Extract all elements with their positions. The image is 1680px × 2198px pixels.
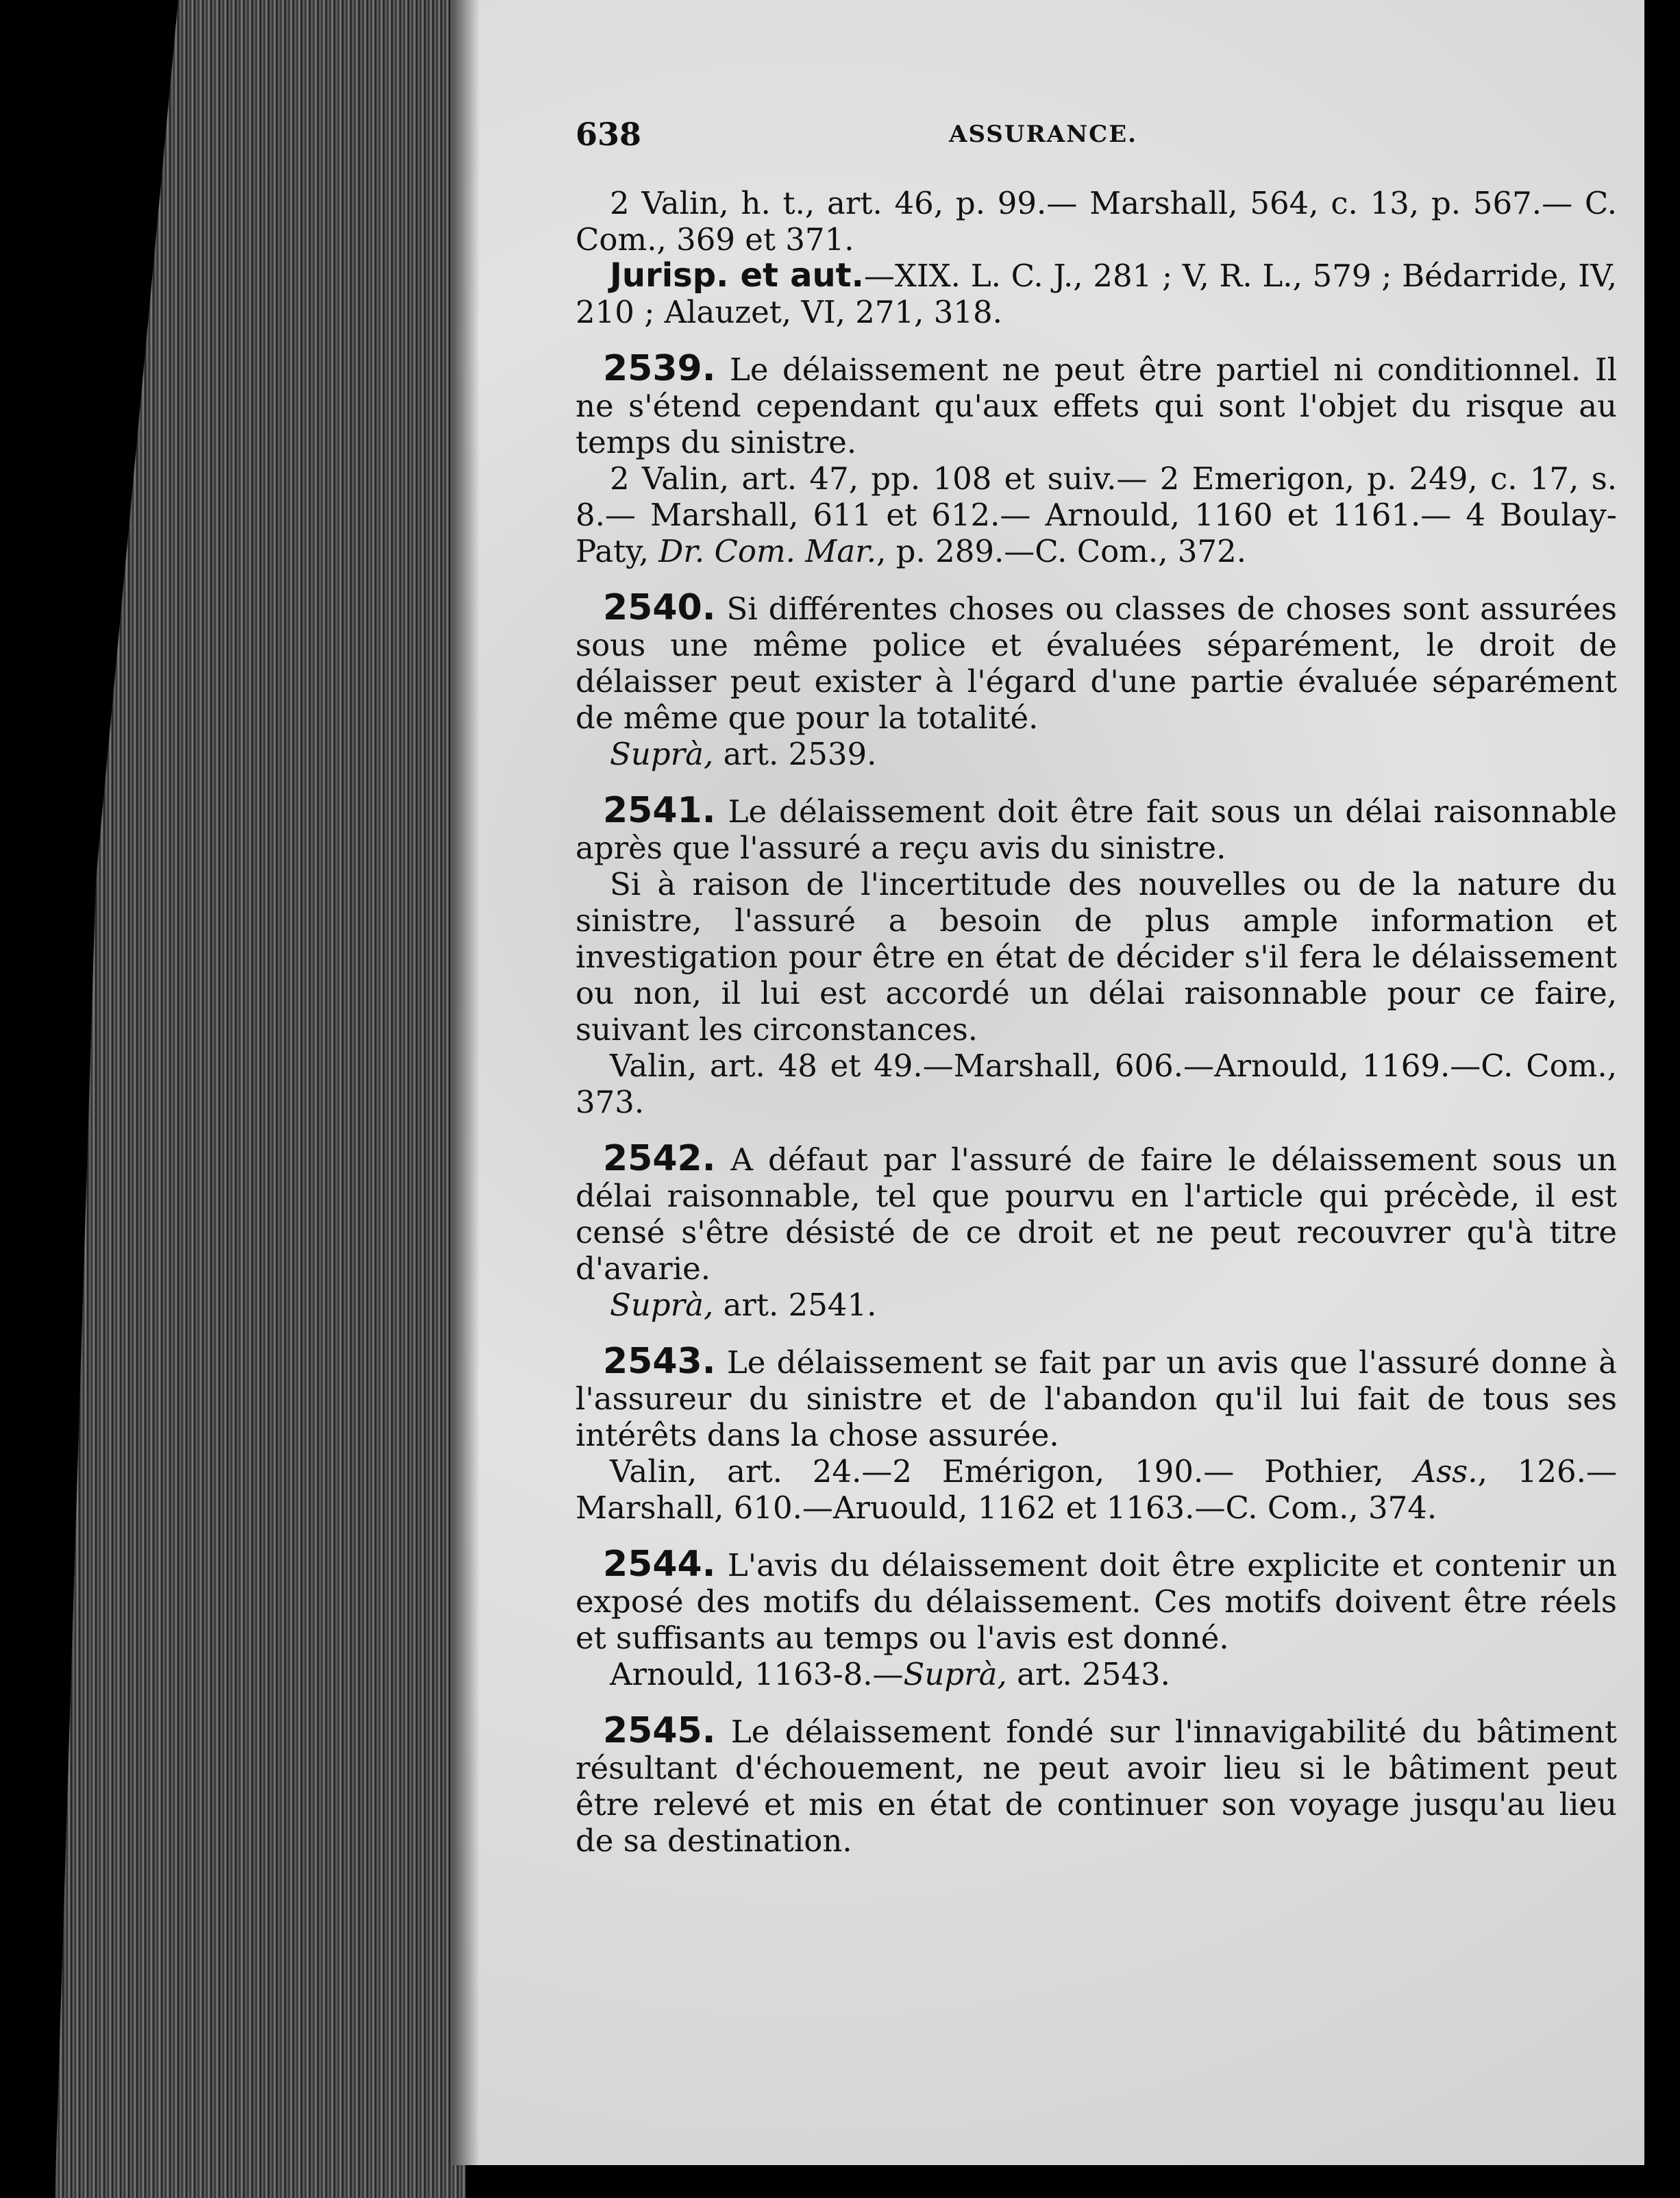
article-reference: 2 Valin, art. 47, pp. 108 et suiv.— 2 Emerigon, p. 249, c. 17, s. 8.— Marshall, 611 et 612.— Arnould, 1160 et 1161.— 4 Boulay-Paty, Dr. Com. Mar., p. 289.—C. Com., 372. [576, 460, 1617, 569]
article-text: Le délaissement doit être fait sous un délai raisonnable après que l'assuré a reçu avis du sinistre. [576, 793, 1617, 866]
article-number: 2540. [603, 587, 716, 628]
running-title: ASSURANCE. [949, 121, 1137, 148]
page-number: 638 [576, 116, 642, 153]
article-text: A défaut par l'assuré de faire le délaissement sous un délai raisonnable, tel que pourvu en l'article qui précède, il est censé s'être désisté de ce droit et ne peut recouvrer qu'à titre d'avarie. [576, 1141, 1617, 1287]
book-page [452, 0, 1644, 2165]
article-2541 [576, 790, 1617, 1120]
article-reference: Suprà, art. 2541. [610, 1287, 877, 1323]
article-reference: Arnould, 1163-8.—Suprà, art. 2543. [610, 1656, 1170, 1692]
article-2543 [576, 1341, 1617, 1526]
article-text: Le délaissement ne peut être partiel ni conditionnel. Il ne s'étend cependant qu'aux effets qui sont l'objet du risque au temps du sinistre. [576, 351, 1617, 460]
article-text: Si différentes choses ou classes de choses sont assurées sous une même police et évaluées séparément, le droit de délaisser peut exister à l'égard d'une partie évaluée séparément de même que pour la totalité. [576, 591, 1617, 736]
article-text: L'avis du délaissement doit être explicite et contenir un exposé des motifs du délaissement. Ces motifs doivent être réels et suffisants au temps ou l'avis est donné. [576, 1547, 1618, 1656]
jurisprudence-line [576, 258, 1617, 330]
article-number: 2541. [603, 790, 716, 831]
article-text: Le délaissement fondé sur l'innavigabilité du bâtiment résultant d'échouement, ne peut avoir lieu si le bâtiment peut être relevé et mis en état de continuer son voyage jusqu'au lieu de sa destination. [576, 1714, 1618, 1859]
article-2539 [576, 348, 1617, 569]
article-2545 [576, 1710, 1618, 1859]
article-text-continued: Si à raison de l'incertitude des nouvelles ou de la nature du sinistre, l'assuré a besoin de plus ample information et investigation pour être en état de décider s'il fera le délaissement ou non, il lui est accordé un délai raisonnable pour ce faire, suivant les circonstances. [576, 866, 1617, 1048]
article-number: 2542. [603, 1138, 716, 1179]
reference-line: 2 Valin, h. t., art. 46, p. 99.— Marshall, 564, c. 13, p. 567.— C. Com., 369 et 371. [576, 185, 1617, 258]
page-body [576, 185, 1617, 1859]
book-page-edges [55, 0, 466, 2198]
article-number: 2543. [603, 1341, 716, 1382]
jurisprudence-label: Jurisp. et aut. [610, 256, 864, 295]
article-number: 2545. [603, 1710, 716, 1751]
article-number: 2544. [603, 1544, 716, 1585]
gutter-shadow [452, 0, 480, 2165]
article-reference: Suprà, art. 2539. [610, 736, 877, 772]
article-reference: Valin, art. 24.—2 Emérigon, 190.— Pothier, Ass., 126.— Marshall, 610.—Aruould, 1162 et 1163.—C. Com., 374. [576, 1453, 1617, 1526]
page-header [576, 116, 1617, 153]
article-reference: Valin, art. 48 et 49.—Marshall, 606.—Arnould, 1169.—C. Com., 373. [576, 1048, 1617, 1120]
article-number: 2539. [603, 348, 716, 389]
article-2544 [576, 1546, 1617, 1692]
article-2542 [576, 1138, 1617, 1323]
article-text: Le délaissement se fait par un avis que l'assuré donne à l'assureur du sinistre et de l'abandon qu'il lui fait de tous ses intérêts dans la chose assurée. [576, 1344, 1617, 1453]
article-2540 [576, 587, 1617, 772]
jurisprudence-text: —XIX. L. C. J., 281 ; V, R. L., 579 ; Bédarride, IV, 210 ; Alauzet, VI, 271, 318. [576, 258, 1618, 330]
